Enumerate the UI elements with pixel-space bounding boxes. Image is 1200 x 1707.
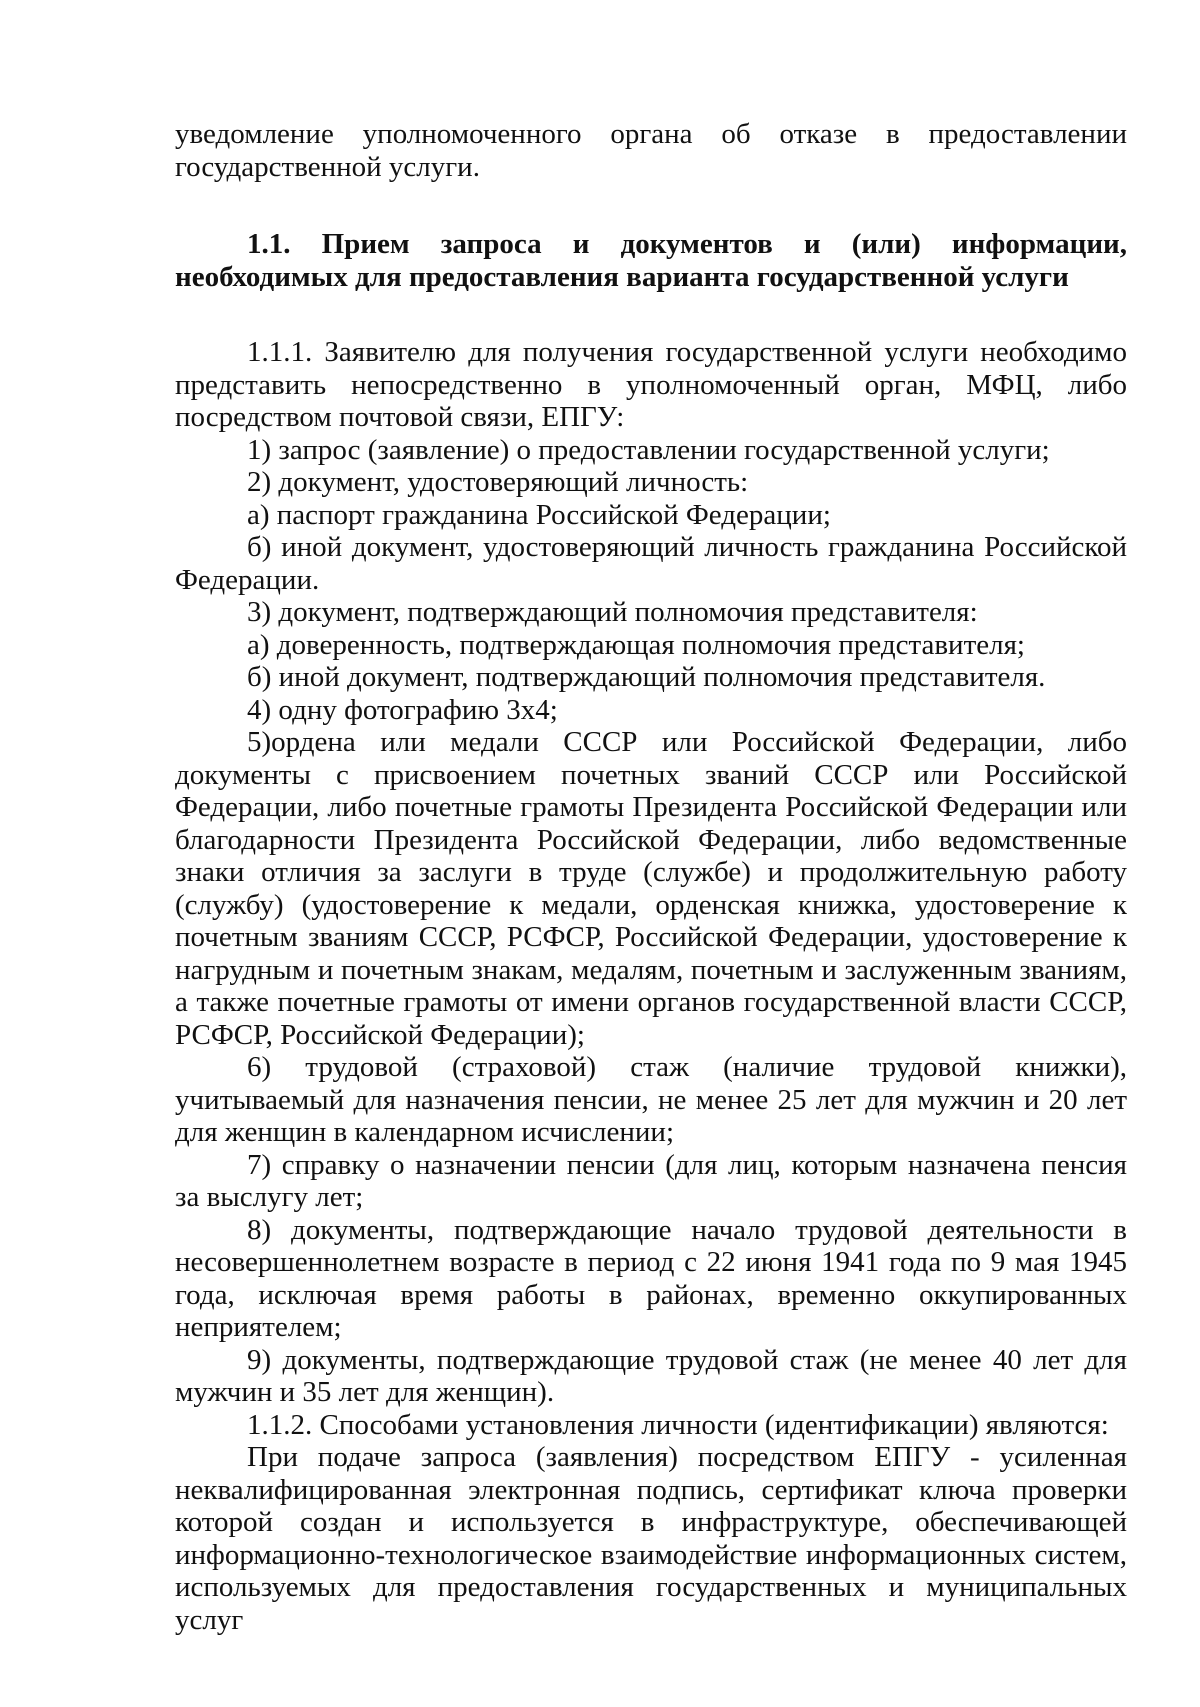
intro-paragraph: уведомление уполномоченного органа об отказе в предоставлении государственной услуги. bbox=[175, 118, 1127, 183]
list-item-4: 4) одну фотографию 3х4; bbox=[247, 693, 558, 726]
list-item-9: 9) документы, подтверждающие трудовой стаж (не менее 40 лет для мужчин и 35 лет для женщин). bbox=[175, 1343, 1127, 1408]
list-item-3a: а) доверенность, подтверждающая полномочия представителя; bbox=[247, 628, 1025, 661]
spacer bbox=[175, 183, 1127, 228]
paragraph-1-1-1: 1.1.1. Заявителю для получения государственной услуги необходимо представить непосредственно в уполномоченный орган, МФЦ, либо посредством почтовой связи, ЕПГУ: bbox=[175, 336, 1127, 433]
list-item-3b: б) иной документ, подтверждающий полномочия представителя. bbox=[247, 661, 1046, 693]
document-page bbox=[175, 118, 1127, 1636]
paragraph-1-1-2: 1.1.2. Способами установления личности (идентификации) являются: bbox=[247, 1408, 1109, 1441]
list-item-3: 3) документ, подтверждающий полномочия представителя: bbox=[247, 596, 978, 628]
list-item-2a: а) паспорт гражданина Российской Федерации; bbox=[247, 498, 831, 531]
list-item-2: 2) документ, удостоверяющий личность: bbox=[247, 466, 749, 498]
paragraph-epgu: При подаче запроса (заявления) посредством ЕПГУ - усиленная неквалифицированная электронная подпись, сертификат ключа проверки которой создан и используется в инфраструктуре, обеспечивающей информационно-технологическое взаимодействие информационных систем, используемых для предоставления государственных и муниципальных услуг bbox=[175, 1441, 1127, 1636]
list-item-2b: б) иной документ, удостоверяющий личность гражданина Российской Федерации. bbox=[175, 531, 1127, 596]
list-item-7: 7) справку о назначении пенсии (для лиц, которым назначена пенсия за выслугу лет; bbox=[175, 1148, 1127, 1213]
list-item-1: 1) запрос (заявление) о предоставлении государственной услуги; bbox=[247, 433, 1050, 466]
spacer bbox=[175, 293, 1127, 336]
list-item-6: 6) трудовой (страховой) стаж (наличие трудовой книжки), учитываемый для назначения пенсии, не менее 25 лет для мужчин и 20 лет для женщин в календарном исчислении; bbox=[175, 1051, 1127, 1148]
list-item-5: 5)ордена или медали СССР или Российской Федерации, либо документы с присвоением почетных званий СССР или Российской Федерации, либо почетные грамоты Президента Российской Федерации или благодарности Президента Российской Федерации, либо ведомственные знаки отличия за заслуги в труде (службе) и продолжительную работу (службу) (удостоверение к медали, орденская книжка, удостоверение к почетным званиям СССР, РСФСР, Российской Федерации, удостоверение к нагрудным и почетным знакам, медалям, почетным и заслуженным званиям, а также почетные грамоты от имени органов государственной власти СССР, РСФСР, Российской Федерации); bbox=[175, 726, 1127, 1051]
list-item-8: 8) документы, подтверждающие начало трудовой деятельности в несовершеннолетнем возрасте в период с 22 июня 1941 года по 9 мая 1945 года, исключая время работы в районах, временно оккупированных неприятелем; bbox=[175, 1213, 1127, 1343]
section-heading: 1.1. Прием запроса и документов и (или) информации, необходимых для предоставления варианта государственной услуги bbox=[175, 228, 1127, 293]
